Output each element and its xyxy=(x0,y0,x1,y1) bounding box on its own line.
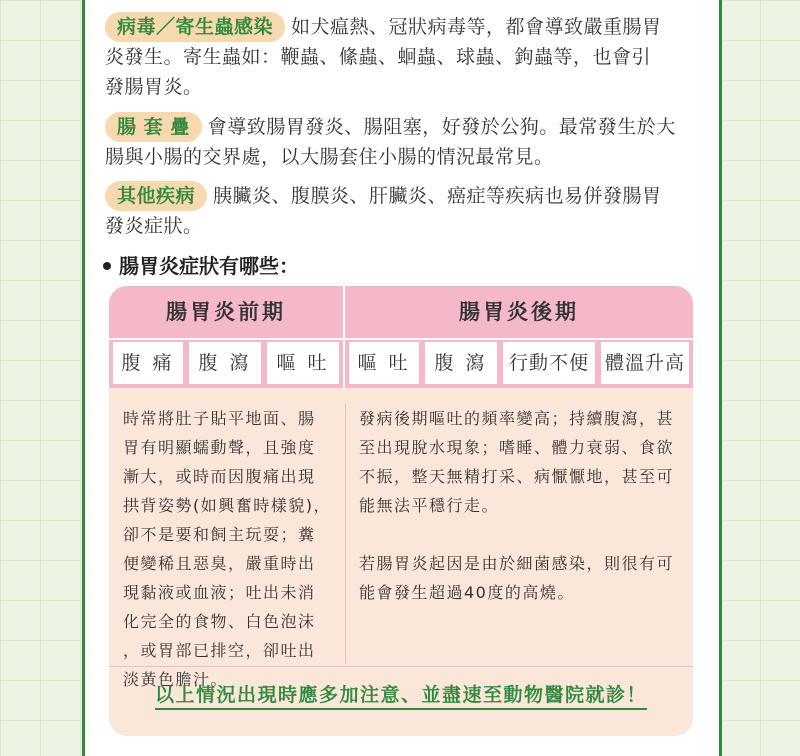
advice-footer: 以上情況出現時應多加注意、並盡速至動物醫院就診！ xyxy=(109,670,693,720)
header-divider xyxy=(343,286,345,388)
tag-other-diseases: 其他疾病 xyxy=(105,181,207,211)
symptom-late-vomiting: 嘔 吐 xyxy=(349,342,419,384)
cause-text: 發炎症狀。 xyxy=(105,215,203,237)
cause-text: 腸與小腸的交界處，以大腸套住小腸的情況最常見。 xyxy=(105,146,554,168)
symptom-late-fever: 體溫升高 xyxy=(601,342,689,384)
header-divider xyxy=(109,338,693,340)
footer-divider xyxy=(109,666,693,667)
late-phase-title: 腸胃炎後期 xyxy=(459,300,579,324)
section-title: 腸胃炎症狀有哪些： xyxy=(103,250,299,279)
early-description: 時常將肚子貼平地面、腸 胃有明顯蠕動聲，且強度 漸大，或時而因腹痛出現 拱背姿勢(如興奮時樣貌)， 卻不是要和飼主玩耍；糞 便變稀且惡臭，嚴重時出 現黏液或血液；吐出未消 化完全的食物、白色泡沫 ，或胃部已排空，卻吐出 淡黃色膽汁。 xyxy=(123,409,331,689)
cause-text: 發腸胃炎。 xyxy=(105,76,203,98)
cause-text: 會導致腸胃發炎、腸阻塞，好發於公狗。最常發生於大 xyxy=(207,116,676,138)
bullet-dot xyxy=(103,262,111,270)
cause-text: 胰臟炎、腹膜炎、肝臟炎、癌症等疾病也易併發腸胃 xyxy=(213,185,662,207)
cause-virus-parasite xyxy=(105,12,705,102)
cause-text: 如犬瘟熱、冠狀病毒等，都會導致嚴重腸胃 xyxy=(291,16,662,38)
late-description: 發病後期嘔吐的頻率變高；持續腹瀉，甚 至出現脫水現象；嗜睡、體力衰弱、食欲 不振，整天無精打采、病懨懨地，甚至可 能無法平穩行走。 若腸胃炎起因是由於細菌感染，則很有可 能會發生超過40度的高燒。 xyxy=(359,409,675,602)
early-phase-title: 腸胃炎前期 xyxy=(166,300,286,324)
tag-intussusception: 腸 套 疊 xyxy=(105,112,202,142)
column-divider xyxy=(345,404,346,664)
cause-text: 炎發生。寄生蟲如：鞭蟲、絛蟲、蛔蟲、球蟲、鉤蟲等，也會引 xyxy=(105,46,652,68)
symptom-late-diarrhea: 腹 瀉 xyxy=(425,342,497,384)
tag-virus-parasite: 病毒／寄生蟲感染 xyxy=(105,12,285,42)
symptom-early-vomiting: 嘔 吐 xyxy=(267,342,339,384)
cause-other-diseases xyxy=(105,181,705,241)
symptom-early-abdominal-pain: 腹 痛 xyxy=(113,342,183,384)
symptom-early-diarrhea: 腹 瀉 xyxy=(189,342,261,384)
symptom-late-mobility: 行動不便 xyxy=(503,342,595,384)
symptom-table xyxy=(109,286,693,736)
table-header xyxy=(109,286,693,388)
article-card xyxy=(82,0,722,756)
cause-intussusception xyxy=(105,112,705,172)
